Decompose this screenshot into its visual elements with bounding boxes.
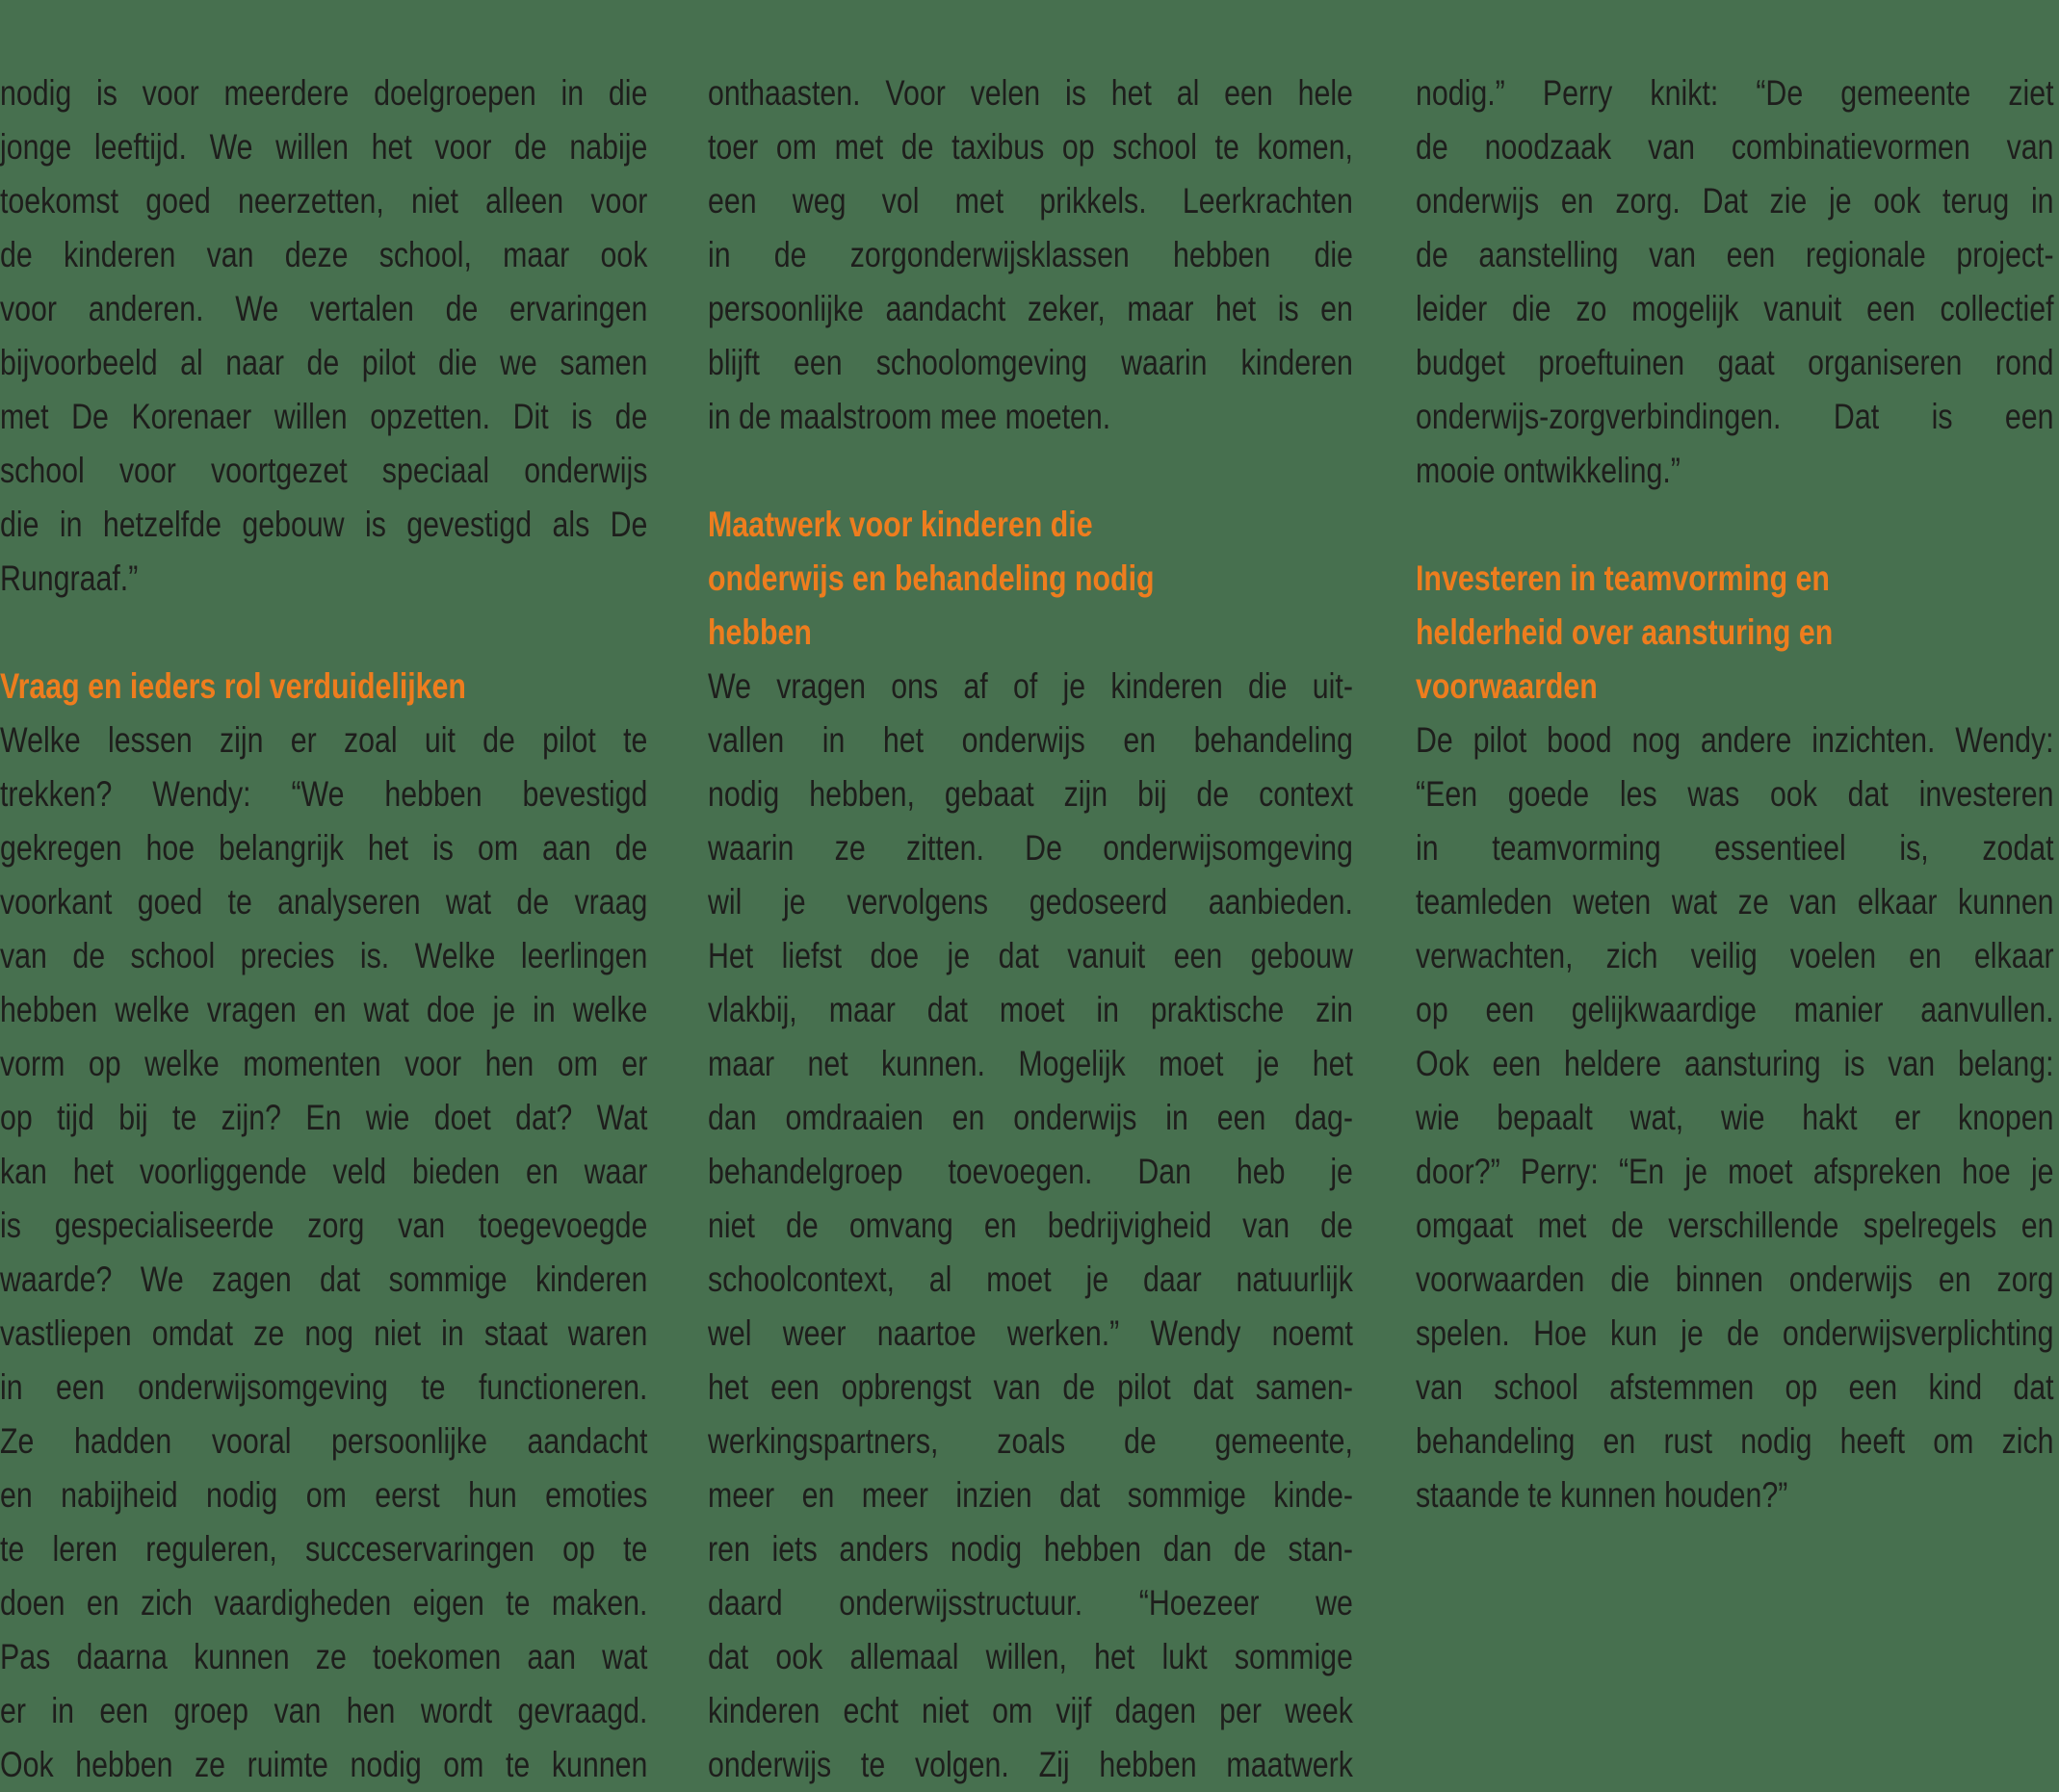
text-line: en nabijheid nodig om eerst hun emoties (0, 1475, 648, 1515)
text-line: op een gelijkwaardige manier aanvullen. (1416, 990, 2054, 1029)
text-line: van de school precies is. Welke leerlingen (0, 936, 648, 975)
text-line: onderwijs te volgen. Zij hebben maatwerk (708, 1745, 1353, 1784)
text-line: te leren reguleren, succeservaringen op te (0, 1529, 648, 1569)
text-line: toekomst goed neerzetten, niet alleen voor (0, 181, 648, 221)
section-heading-line: Investeren in teamvorming en (1416, 558, 1830, 598)
text-line: Ze hadden vooral persoonlijke aandacht (0, 1421, 648, 1461)
text-line: vorm op welke momenten voor hen om er (0, 1044, 648, 1083)
text-line: nodig hebben, gebaat zijn bij de context (708, 774, 1353, 814)
text-line: budget proeftuinen gaat organiseren rond (1416, 343, 2054, 382)
text-line: meer en meer inzien dat sommige kinde- (708, 1475, 1353, 1515)
text-line: bijvoorbeeld al naar de pilot die we samen (0, 343, 648, 382)
text-line: doen en zich vaardigheden eigen te maken. (0, 1583, 648, 1623)
text-line: door?” Perry: “En je moet afspreken hoe je (1416, 1152, 2054, 1191)
text-line: ren iets anders nodig hebben dan de stan- (708, 1529, 1353, 1569)
text-line: dan omdraaien en onderwijs in een dag- (708, 1098, 1353, 1137)
text-line: met De Korenaer willen opzetten. Dit is de (0, 397, 648, 436)
text-line: spelen. Hoe kun je de onderwijsverplichting (1416, 1313, 2054, 1353)
text-line: het een opbrengst van de pilot dat samen- (708, 1367, 1353, 1407)
text-line: maar net kunnen. Mogelijk moet je het (708, 1044, 1353, 1083)
text-line: De pilot bood nog andere inzichten. Wendy: (1416, 720, 2054, 760)
text-line: daard onderwijsstructuur. “Hoezeer we (708, 1583, 1353, 1623)
text-line: hebben welke vragen en wat doe je in welke (0, 990, 648, 1029)
text-line: vastliepen omdat ze nog niet in staat waren (0, 1313, 648, 1353)
article-column-3 (1416, 66, 2054, 1522)
text-line: kan het voorliggende veld bieden en waar (0, 1152, 648, 1191)
text-line: in teamvorming essentieel is, zodat (1416, 828, 2054, 868)
text-line: wie bepaalt wat, wie hakt er knopen (1416, 1098, 2054, 1137)
text-line: Het liefst doe je dat vanuit een gebouw (708, 936, 1353, 975)
text-line: onderwijs en zorg. Dat zie je ook terug in (1416, 181, 2054, 221)
text-line: waarde? We zagen dat sommige kinderen (0, 1260, 648, 1299)
section-heading-line: Maatwerk voor kinderen die (708, 505, 1093, 544)
text-line: Welke lessen zijn er zoal uit de pilot te (0, 720, 648, 760)
text-line: onthaasten. Voor velen is het al een hele (708, 73, 1353, 113)
text-line: jonge leeftijd. We willen het voor de nabije (0, 127, 648, 167)
text-line: school voor voortgezet speciaal onderwijs (0, 451, 648, 490)
text-line: kinderen echt niet om vijf dagen per week (708, 1691, 1353, 1730)
section-heading-line: Vraag en ieders rol verduidelijken (0, 666, 466, 706)
text-line: dat ook allemaal willen, het lukt sommige (708, 1637, 1353, 1676)
text-line: nodig is voor meerdere doelgroepen in die (0, 73, 648, 113)
text-line: Pas daarna kunnen ze toekomen aan wat (0, 1637, 648, 1676)
text-line: mooie ontwikkeling.” (1416, 451, 1681, 490)
text-line: vlakbij, maar dat moet in praktische zin (708, 990, 1353, 1029)
text-line: Ook hebben ze ruimte nodig om te kunnen (0, 1745, 648, 1784)
text-line: van school afstemmen op een kind dat (1416, 1367, 2054, 1407)
text-line: verwachten, zich veilig voelen en elkaar (1416, 936, 2054, 975)
text-line: behandelgroep toevoegen. Dan heb je (708, 1152, 1353, 1191)
text-line: voorkant goed te analyseren wat de vraag (0, 882, 648, 922)
article-column-2 (708, 66, 1353, 1792)
text-line: Rungraaf.” (0, 558, 139, 598)
text-line: werkingspartners, zoals de gemeente, (708, 1421, 1353, 1461)
text-line: in de maalstroom mee moeten. (708, 397, 1111, 436)
text-line: onderwijs-zorgverbindingen. Dat is een (1416, 397, 2054, 436)
text-line: wel weer naartoe werken.” Wendy noemt (708, 1313, 1353, 1353)
text-line: persoonlijke aandacht zeker, maar het is en (708, 289, 1353, 328)
text-line: nodig.” Perry knikt: “De gemeente ziet (1416, 73, 2054, 113)
text-line: in een onderwijsomgeving te functioneren. (0, 1367, 648, 1407)
text-line: voorwaarden die binnen onderwijs en zorg (1416, 1260, 2054, 1299)
text-line: de kinderen van deze school, maar ook (0, 235, 648, 274)
blank-line (1416, 498, 2054, 552)
text-line: vallen in het onderwijs en behandeling (708, 720, 1353, 760)
text-line: een weg vol met prikkels. Leerkrachten (708, 181, 1353, 221)
text-line: staande te kunnen houden?” (1416, 1475, 1788, 1515)
text-line: de aanstelling van een regionale project- (1416, 235, 2054, 274)
text-line: op tijd bij te zijn? En wie doet dat? Wat (0, 1098, 648, 1137)
text-line: voor anderen. We vertalen de ervaringen (0, 289, 648, 328)
text-line: die in hetzelfde gebouw is gevestigd als De (0, 505, 648, 544)
text-line: “Een goede les was ook dat investeren (1416, 774, 2054, 814)
section-heading-line: hebben (708, 612, 812, 652)
text-line: omgaat met de verschillende spelregels en (1416, 1206, 2054, 1245)
text-line: waarin ze zitten. De onderwijsomgeving (708, 828, 1353, 868)
text-line: wil je vervolgens gedoseerd aanbieden. (708, 882, 1353, 922)
text-line: Ook een heldere aansturing is van belang: (1416, 1044, 2054, 1083)
article-column-1 (0, 66, 647, 1792)
text-line: teamleden weten wat ze van elkaar kunnen (1416, 882, 2054, 922)
text-line: behandeling en rust nodig heeft om zich (1416, 1421, 2054, 1461)
section-heading-line: helderheid over aansturing en (1416, 612, 1834, 652)
blank-line (0, 606, 647, 660)
text-line: blijft een schoolomgeving waarin kinderen (708, 343, 1353, 382)
section-heading-line: onderwijs en behandeling nodig (708, 558, 1155, 598)
text-line: trekken? Wendy: “We hebben bevestigd (0, 774, 648, 814)
text-line: de noodzaak van combinatievormen van (1416, 127, 2054, 167)
text-line: schoolcontext, al moet je daar natuurlijk (708, 1260, 1353, 1299)
text-line: niet de omvang en bedrijvigheid van de (708, 1206, 1353, 1245)
text-line: We vragen ons af of je kinderen die uit- (708, 666, 1353, 706)
text-line: in de zorgonderwijsklassen hebben die (708, 235, 1353, 274)
blank-line (708, 444, 1353, 498)
text-line: is gespecialiseerde zorg van toegevoegde (0, 1206, 648, 1245)
text-line: leider die zo mogelijk vanuit een collectief (1416, 289, 2054, 328)
text-line: er in een groep van hen wordt gevraagd. (0, 1691, 648, 1730)
text-line: toer om met de taxibus op school te komen, (708, 127, 1353, 167)
section-heading-line: voorwaarden (1416, 666, 1598, 706)
text-line: gekregen hoe belangrijk het is om aan de (0, 828, 648, 868)
